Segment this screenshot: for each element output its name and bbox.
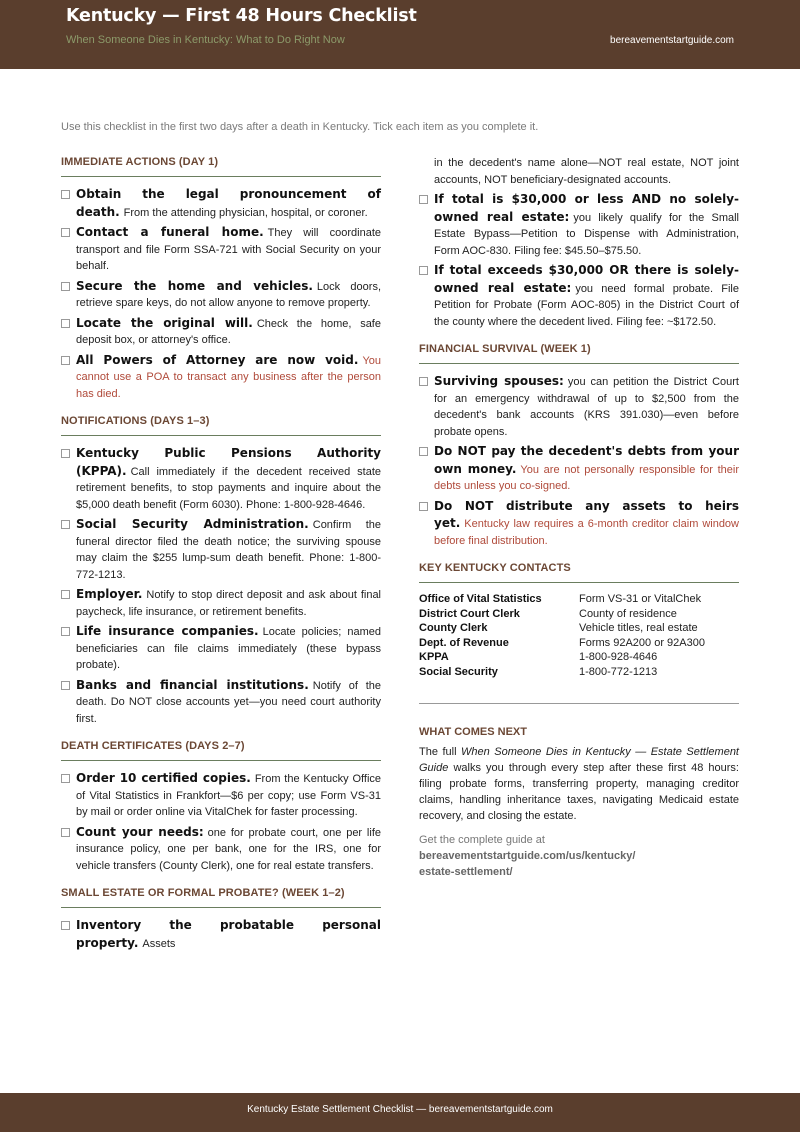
next-paragraph xyxy=(419,744,739,824)
checklist-item[interactable] xyxy=(61,224,381,275)
item-warning: You are not personally responsible for their debts unless you co-signed. xyxy=(434,463,739,492)
notifications-list xyxy=(61,445,381,727)
checklist-item[interactable] xyxy=(61,917,381,952)
section-title-immediate: IMMEDIATE ACTIONS (DAY 1) xyxy=(61,156,381,177)
section-title-financial: FINANCIAL SURVIVAL (WEEK 1) xyxy=(419,343,739,364)
financial-list xyxy=(419,373,739,549)
item-text: you need formal probate. File Petition for Probate (Form AOC-805) in the District Court of the county where the decedent lived. Filing fee: ~$172.50. xyxy=(434,282,739,328)
item-lead: Do NOT pay the decedent's debts from your own money. xyxy=(434,444,739,476)
item-lead: Employer. xyxy=(76,587,143,601)
checkbox-icon[interactable] xyxy=(419,447,428,456)
item-lead: Locate the original will. xyxy=(76,315,253,330)
item-lead: Surviving spouses: xyxy=(434,374,564,388)
item-text: Lock doors, retrieve spare keys, do not allow anyone to remove property. xyxy=(76,280,382,309)
contact-name: KPPA xyxy=(419,651,449,663)
item-lead: Life insurance companies. xyxy=(76,624,259,638)
item-lead: If total is $30,000 or less AND no solely-owned real estate: xyxy=(434,192,739,224)
checklist-item[interactable] xyxy=(419,443,739,495)
checkbox-icon[interactable] xyxy=(61,520,70,529)
checkbox-icon[interactable] xyxy=(61,828,70,837)
checkbox-icon[interactable] xyxy=(61,627,70,636)
checkbox-icon[interactable] xyxy=(61,319,70,328)
next-text-pre: The full xyxy=(419,746,457,758)
item-lead: Contact a funeral home. xyxy=(76,225,264,239)
checklist-item[interactable] xyxy=(61,586,381,620)
section-title-next: WHAT COMES NEXT xyxy=(419,726,527,738)
item-lead: Obtain the legal pronouncement of death. xyxy=(76,187,381,219)
intro-text: Use this checklist in the first two days after a death in Kentucky. Tick each item as you complete it. xyxy=(61,121,539,133)
page-header xyxy=(0,0,800,69)
contact-value: Forms 92A200 or 92A300 xyxy=(579,636,705,649)
contact-value: County of residence xyxy=(579,607,677,620)
contact-row xyxy=(419,650,739,665)
item-text: you can petition the District Court for an emergency withdrawal of up to $2,500 from the decedent's bank accounts (KRS 391.030)—even before probate opens. xyxy=(434,376,739,438)
checkbox-icon[interactable] xyxy=(419,195,428,204)
checkbox-icon[interactable] xyxy=(419,502,428,511)
item-lead: Count your needs: xyxy=(76,824,204,839)
item-text: Confirm the funeral director filed the death notice; the surviving spouse may claim the $255 lump-sum death benefit. Phone: 1-800-772-1213. xyxy=(76,519,381,581)
page-footer xyxy=(0,1093,800,1132)
section-title-probate: SMALL ESTATE OR FORMAL PROBATE? (WEEK 1–2) xyxy=(61,887,381,908)
contact-row xyxy=(419,621,739,636)
item-text: They will coordinate transport and file Form SSA-721 with Social Security on your behalf. xyxy=(76,227,381,272)
item-lead: If total exceeds $30,000 OR there is solely-owned real estate: xyxy=(434,263,739,295)
checkbox-icon[interactable] xyxy=(61,921,70,930)
item-lead: Order 10 certified copies. xyxy=(76,771,251,785)
certificates-list xyxy=(61,770,381,874)
checklist-item[interactable] xyxy=(419,262,739,330)
checklist-item[interactable] xyxy=(61,315,381,349)
guide-link-line2[interactable]: estate-settlement/ xyxy=(419,866,513,878)
left-column xyxy=(61,156,381,955)
item-lead: Inventory the probatable personal property. xyxy=(76,918,381,950)
item-text: From the attending physician, hospital, or coroner. xyxy=(123,206,368,219)
contact-name: District Court Clerk xyxy=(419,607,520,620)
contact-row xyxy=(419,636,739,651)
checklist-item[interactable] xyxy=(61,677,381,728)
checkbox-icon[interactable] xyxy=(61,190,70,199)
checkbox-icon[interactable] xyxy=(61,590,70,599)
checklist-item[interactable] xyxy=(61,516,381,583)
checkbox-icon[interactable] xyxy=(61,681,70,690)
checklist-item[interactable] xyxy=(61,445,381,513)
item-text: Assets xyxy=(142,937,176,950)
checkbox-icon[interactable] xyxy=(419,377,428,386)
next-text-post: walks you through every step after these first 48 hours: filing probate forms, transferring property, managing creditor claims, handling inheritance taxes, navigating Medicaid estate recovery, and closing the estate. xyxy=(419,762,739,822)
page-subtitle: When Someone Dies in Kentucky: What to Do Right Now xyxy=(66,34,345,46)
immediate-list xyxy=(61,186,381,402)
checkbox-icon[interactable] xyxy=(61,774,70,783)
contacts-table xyxy=(419,592,739,679)
checkbox-icon[interactable] xyxy=(61,449,70,458)
contact-value: Form VS-31 or VitalChek xyxy=(579,593,702,605)
contact-row xyxy=(419,665,739,680)
checklist-item[interactable] xyxy=(419,498,739,550)
checkbox-icon[interactable] xyxy=(419,266,428,275)
checklist-item[interactable] xyxy=(61,770,381,821)
item-text: From the Kentucky Office of Vital Statistics in Frankfort—$6 per copy; use Form VS-31 by mail or order online via VitalChek for faster processing. xyxy=(76,773,382,818)
section-title-notifications: NOTIFICATIONS (DAYS 1–3) xyxy=(61,415,381,436)
checkbox-icon[interactable] xyxy=(61,282,70,291)
link-intro: Get the complete guide at xyxy=(419,834,545,846)
checklist-item[interactable] xyxy=(61,623,381,674)
contact-value: 1-800-772-1213 xyxy=(579,665,658,678)
contact-row xyxy=(419,607,739,622)
right-column xyxy=(419,155,739,880)
probate-list-2 xyxy=(419,191,739,330)
item-warning: Kentucky law requires a 6-month creditor claim window before final distribution. xyxy=(434,518,739,547)
checklist-item[interactable] xyxy=(61,352,381,403)
contact-name: Social Security xyxy=(419,665,498,678)
item-text: Notify to stop direct deposit and ask about final paycheck, life insurance, or retirement benefits. xyxy=(76,589,381,618)
item-warning: You cannot use a POA to transact any business after the person has died. xyxy=(76,354,381,400)
contact-name: Dept. of Revenue xyxy=(419,636,509,649)
checklist-item[interactable] xyxy=(61,186,381,221)
guide-link-line1[interactable]: bereavementstartguide.com/us/kentucky/ xyxy=(419,850,636,862)
checkbox-icon[interactable] xyxy=(61,228,70,237)
item-lead: Secure the home and vehicles. xyxy=(76,278,313,293)
contact-name: Office of Vital Statistics xyxy=(419,593,542,605)
section-title-contacts: KEY KENTUCKY CONTACTS xyxy=(419,562,739,583)
footer-text: Kentucky Estate Settlement Checklist — bereavementstartguide.com xyxy=(247,1104,553,1115)
item-text: Call immediately if the decedent received state retirement benefits, to stop payments and inquire about the $5,000 death benefit (Form 6030). Phone: 1-800-928-4646. xyxy=(76,465,381,511)
item-lead: Social Security Administration. xyxy=(76,517,309,531)
item-lead: All Powers of Attorney are now void. xyxy=(76,352,359,367)
item-lead: Kentucky Public Pensions Authority (KPPA). xyxy=(76,446,381,478)
header-site: bereavementstartguide.com xyxy=(610,35,734,46)
contact-value: 1-800-928-4646 xyxy=(579,651,658,663)
contact-value: Vehicle titles, real estate xyxy=(579,622,698,634)
contact-row xyxy=(419,592,739,607)
checklist-item[interactable] xyxy=(61,824,381,875)
page-title: Kentucky — First 48 Hours Checklist xyxy=(66,6,417,26)
checklist-item[interactable] xyxy=(419,373,739,440)
probate-continuation: in the decedent's name alone—NOT real estate, NOT joint accounts, NOT beneficiary-designated accounts. xyxy=(434,157,739,186)
section-title-certificates: DEATH CERTIFICATES (DAYS 2–7) xyxy=(61,740,381,761)
item-text: Locate policies; named beneficiaries can file claims immediately (these bypass probate). xyxy=(76,626,381,671)
item-text: you likely qualify for the Small Estate Bypass—Petition to Dispense with Administration, Form AOC-830. Filing fee: $45.50–$75.50. xyxy=(434,211,739,257)
contact-name: County Clerk xyxy=(419,622,488,634)
divider xyxy=(419,703,739,704)
checklist-item[interactable] xyxy=(61,278,381,312)
item-text: Check the home, safe deposit box, or attorney's office. xyxy=(76,317,381,346)
checklist-item[interactable] xyxy=(419,191,739,259)
item-text: Notify of the death. Do NOT close accounts yet—you need court authority first. xyxy=(76,679,381,725)
probate-list xyxy=(61,917,381,952)
checkbox-icon[interactable] xyxy=(61,356,70,365)
guide-title: When Someone Dies in Kentucky — Estate Settlement Guide xyxy=(419,746,739,774)
item-text: one for probate court, one per life insurance policy, one per bank, one for the IRS, one for vehicle transfers (County Clerk), one for real estate transfers. xyxy=(76,826,381,872)
item-lead: Banks and financial institutions. xyxy=(76,677,309,692)
item-lead: Do NOT distribute any assets to heirs yet. xyxy=(434,498,739,530)
